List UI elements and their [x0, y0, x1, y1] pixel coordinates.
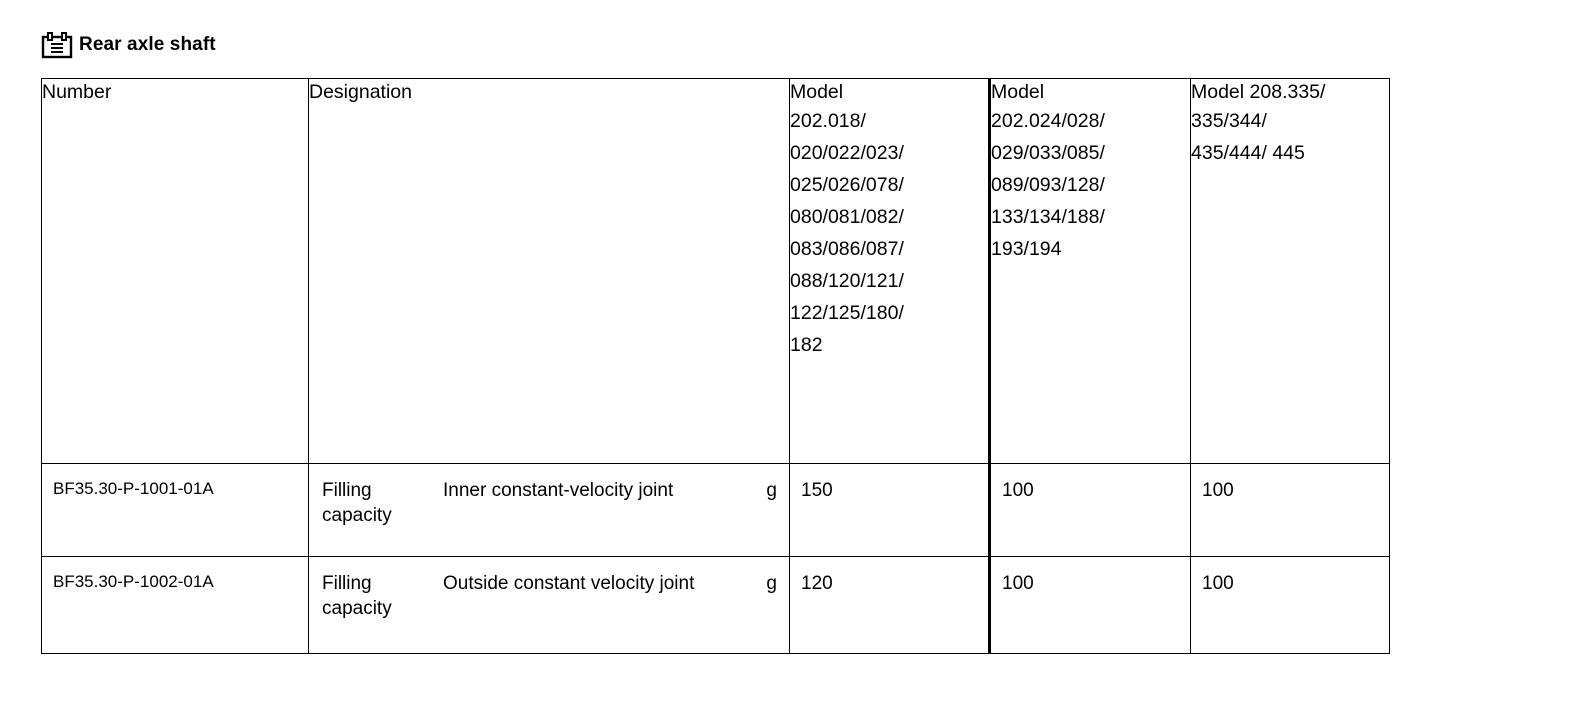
model-line: 202.018/	[790, 110, 866, 132]
designation-kind: Filling capacity	[322, 480, 392, 526]
header-row	[42, 79, 1390, 464]
table-row	[42, 557, 1390, 654]
designation-part: Inner constant-velocity joint	[443, 480, 674, 501]
model-line: 193/194	[991, 238, 1062, 260]
model-b-list	[991, 105, 1190, 265]
row-model-b-value-cell	[990, 464, 1191, 557]
model-line: 089/093/128/	[991, 174, 1105, 196]
row-model-a-value-cell	[790, 464, 990, 557]
model-b-value: 100	[1002, 480, 1034, 501]
row-designation-cell	[309, 464, 790, 557]
model-line: 133/134/188/	[991, 206, 1105, 228]
model-line: 025/026/078/	[790, 174, 904, 196]
section-header	[41, 30, 216, 60]
model-line: 080/081/082/	[790, 206, 904, 228]
header-model-a: Model 202.018/ 020/022/023/ 025/026/078/ 080/081/082/ 083/086/087/ 088/120/121/ 122/125/180/ 182	[790, 79, 990, 464]
model-line: 088/120/121/	[790, 270, 904, 292]
specification-table	[41, 78, 1390, 654]
model-line: 029/033/085/	[991, 142, 1105, 164]
model-line: 122/125/180/	[790, 302, 904, 324]
model-line: 202.024/028/	[991, 110, 1105, 132]
row-number: BF35.30-P-1002-01A	[53, 572, 214, 591]
model-c-list	[1191, 105, 1389, 169]
row-model-c-value-cell	[1191, 557, 1390, 654]
row-designation-cell	[309, 557, 790, 654]
model-line: 182	[790, 334, 823, 356]
model-c-value: 100	[1202, 480, 1234, 501]
designation-kind: Filling capacity	[322, 573, 392, 619]
header-model-b: Model 202.024/028/ 029/033/085/ 089/093/128/ 133/134/188/ 193/194	[990, 79, 1191, 464]
designation-unit: g	[766, 573, 777, 594]
model-line: 435/444/ 445	[1191, 142, 1305, 164]
row-number-cell	[42, 464, 309, 557]
model-c-value: 100	[1202, 573, 1234, 594]
model-a-value: 150	[801, 480, 833, 501]
designation-part: Outside constant velocity joint	[443, 573, 695, 594]
model-line: 083/086/087/	[790, 238, 904, 260]
table-row	[42, 464, 1390, 557]
section-title: Rear axle shaft	[79, 34, 216, 55]
document-list-icon	[41, 31, 73, 59]
row-number-cell	[42, 557, 309, 654]
header-designation: Designation	[309, 79, 790, 464]
model-b-value: 100	[1002, 573, 1034, 594]
designation-unit: g	[766, 480, 777, 501]
row-number: BF35.30-P-1001-01A	[53, 479, 214, 498]
row-model-a-value-cell	[790, 557, 990, 654]
model-line: 335/344/	[1191, 110, 1267, 132]
row-model-b-value-cell	[990, 557, 1191, 654]
header-model-c: Model 208.335/ 335/344/ 435/444/ 445	[1191, 79, 1390, 464]
row-model-c-value-cell	[1191, 464, 1390, 557]
model-a-list	[790, 105, 988, 361]
model-line: 020/022/023/	[790, 142, 904, 164]
header-number: Number	[42, 79, 309, 464]
model-a-value: 120	[801, 573, 833, 594]
